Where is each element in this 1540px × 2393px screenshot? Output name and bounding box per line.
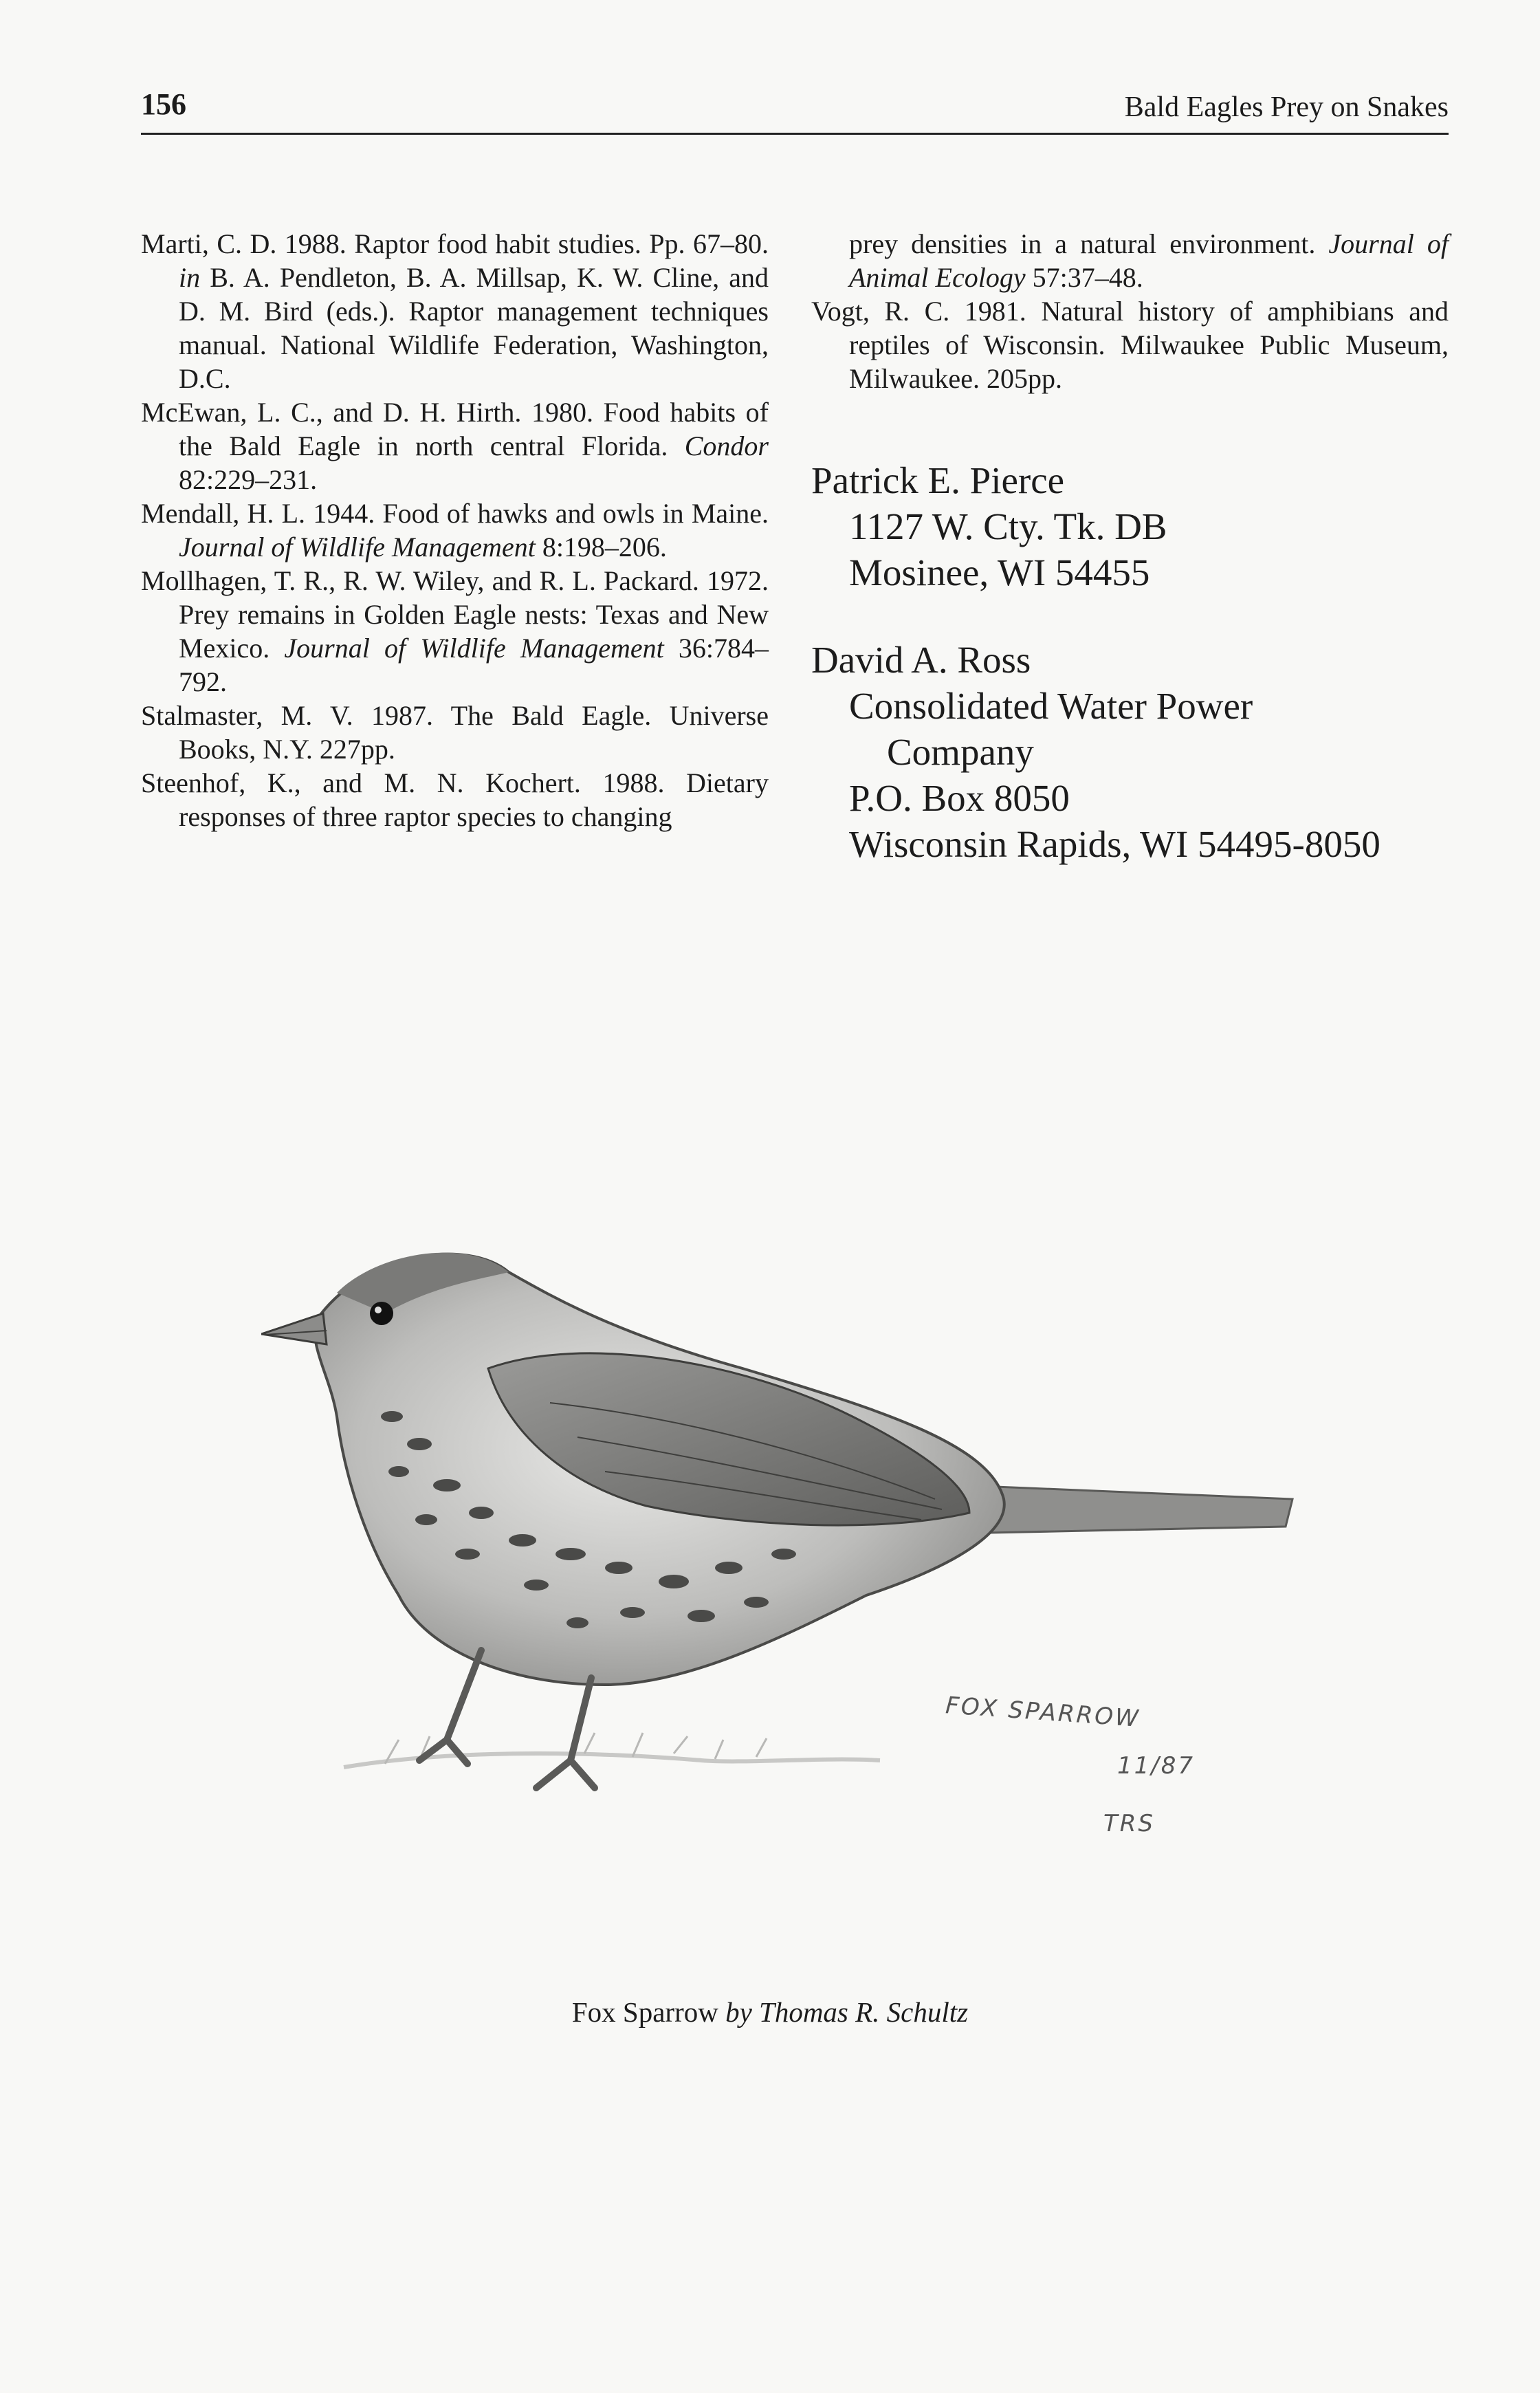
author-address-2 [811, 637, 1449, 867]
references-right-column [811, 227, 1449, 395]
address-line: Mosinee, WI 54455 [849, 551, 1150, 593]
header-rule [141, 133, 1449, 135]
address-line: Consolidated Water Power [849, 685, 1253, 727]
author-name: Patrick E. Pierce [811, 459, 1065, 501]
references-left-column [141, 227, 769, 833]
reference-entry: McEwan, L. C., and D. H. Hirth. 1980. Food habits of the Bald Eagle in north central Florida. Condor 82:229–231. [141, 397, 769, 495]
reference-entry: Vogt, R. C. 1981. Natural history of amphibians and reptiles of Wisconsin. Milwaukee Public Museum, Milwaukee. 205pp. [811, 296, 1449, 394]
reference-entry: Mollhagen, T. R., R. W. Wiley, and R. L. Packard. 1972. Prey remains in Golden Eagle nests: Texas and New Mexico. Journal of Wildlife Management 36:784–792. [141, 565, 769, 697]
address-line: Company [887, 731, 1034, 773]
signature-name: FOX SPARROW [944, 1692, 1141, 1733]
address-line: Wisconsin Rapids, WI 54495-8050 [849, 823, 1380, 865]
reference-entry: Steenhof, K., and M. N. Kochert. 1988. Dietary responses of three raptor species to changing [141, 767, 769, 832]
running-title: Bald Eagles Prey on Snakes [1124, 91, 1449, 123]
author-name: David A. Ross [811, 639, 1031, 681]
address-line: P.O. Box 8050 [849, 777, 1070, 819]
signature-date: 11/87 [1117, 1752, 1195, 1780]
reference-entry: Marti, C. D. 1988. Raptor food habit studies. Pp. 67–80. in B. A. Pendleton, B. A. Millsap, K. W. Cline, and D. M. Bird (eds.). Raptor management techniques manual. National Wildlife Federation, Washington, D.C. [141, 228, 769, 394]
reference-continuation: prey densities in a natural environment. Journal of Animal Ecology 57:37–48. [849, 228, 1449, 293]
page-number: 156 [141, 87, 186, 121]
reference-entry: Stalmaster, M. V. 1987. The Bald Eagle. Universe Books, N.Y. 227pp. [141, 700, 769, 765]
fox-sparrow-illustration [261, 1210, 1306, 1898]
author-address-1 [811, 457, 1449, 595]
figure-caption: Fox Sparrow by Thomas R. Schultz [571, 1996, 969, 2028]
running-head [141, 81, 1449, 131]
address-line: 1127 W. Cty. Tk. DB [849, 505, 1167, 547]
signature-initials: TRS [1103, 1810, 1155, 1837]
reference-entry: Mendall, H. L. 1944. Food of hawks and owls in Maine. Journal of Wildlife Management 8:198–206. [141, 498, 769, 562]
